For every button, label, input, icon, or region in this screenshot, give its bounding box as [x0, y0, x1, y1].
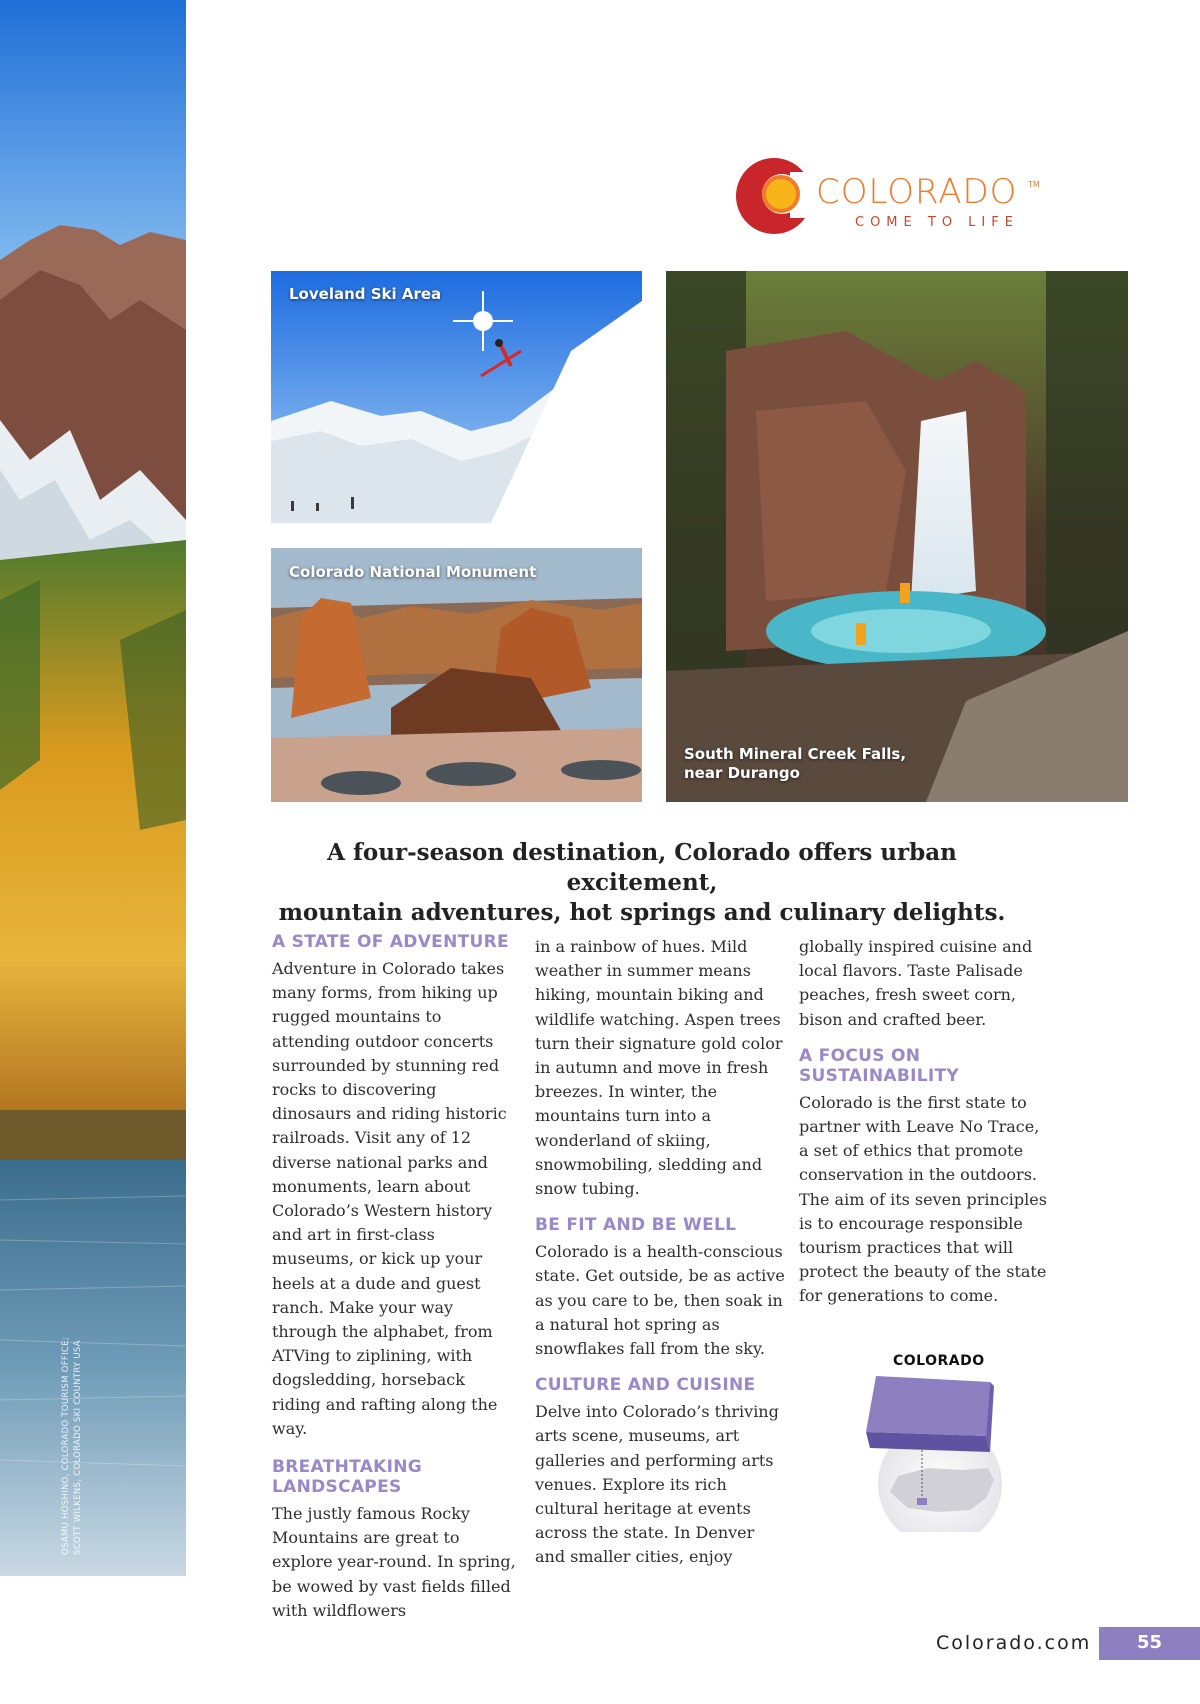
- ski-photo-caption: Loveland Ski Area: [289, 285, 442, 303]
- landscapes-heading-line-2: LANDSCAPES: [272, 1477, 402, 1498]
- ski-photo: [271, 271, 642, 523]
- section-heading-adventure: A STATE OF ADVENTURE: [272, 932, 509, 952]
- photo-credit-line-2: SCOTT WILKENS, COLORADO SKI COUNTRY USA: [73, 1340, 83, 1555]
- mountain-lake-photo: [0, 0, 186, 1576]
- monument-photo: [271, 548, 642, 802]
- column-2: [535, 935, 785, 1570]
- left-photo-strip: [0, 0, 186, 1576]
- canyon-image: [271, 548, 642, 802]
- section-body-landscapes-1: The justly famous Rocky Mountains are great to explore year-round. In spring, be wowed by vast fields filled with wildflowers: [272, 1504, 516, 1620]
- colorado-logo: [732, 156, 820, 236]
- page-number: 55: [1136, 1632, 1163, 1653]
- column-1: [272, 932, 518, 1623]
- photo-credit: [60, 1255, 84, 1555]
- section-body-sustainability: Colorado is the first state to partner with Leave No Trace, a set of ethics that promote conservation in the outdoors. The aim of its seven principles is to encourage responsible tourism practices that will protect the beauty of the state for generations to come.: [799, 1092, 1047, 1306]
- monument-photo-caption: Colorado National Monument: [289, 563, 537, 581]
- map-label: COLORADO: [893, 1353, 985, 1369]
- section-heading-culture: CULTURE AND CUISINE: [535, 1375, 756, 1396]
- section-body-adventure: Adventure in Colorado takes many forms, from hiking up rugged mountains to attending outdoor concerts surrounded by stunning red rocks to discovering dinosaurs and riding historic railroads. Visit any of 12 diverse national parks and monuments, learn about Colorado’s Western history and art in first-class museums, or kick up your heels at a dude and guest ranch. Make your way through the alphabet, from ATVing to ziplining, with dogsledding, horseback riding and rafting along the way.: [272, 959, 507, 1438]
- colorado-map-icon: [858, 1372, 1018, 1532]
- headline-line-1: A four-season destination, Colorado offers urban excitement,: [327, 839, 957, 896]
- photo-credit-line-1: OSAMU HOSHINO, COLORADO TOURISM OFFICE;: [61, 1337, 71, 1555]
- sustainability-heading-line-2: SUSTAINABILITY: [799, 1065, 959, 1086]
- column-3: [799, 935, 1047, 1309]
- falls-photo: [666, 271, 1128, 802]
- sustainability-heading-line-1: A FOCUS ON: [799, 1045, 921, 1066]
- headline-line-2: mountain adventures, hot springs and culinary delights.: [278, 899, 1006, 926]
- section-body-culture-1: Delve into Colorado’s thriving arts scene, museums, art galleries and performing arts venues. Explore its rich cultural heritage at events across the state. In Denver and smaller cities, enjoy: [535, 1402, 779, 1567]
- section-heading-fit: BE FIT AND BE WELL: [535, 1215, 737, 1236]
- section-body-landscapes-2: in a rainbow of hues. Mild weather in summer means hiking, mountain biking and wildlife watching. Aspen trees turn their signature gold color in autumn and move in fresh breezes. In winter, the mountains turn into a wonderland of skiing, snowmobiling, sledding and snow tubing.: [535, 937, 783, 1199]
- section-body-culture-2: globally inspired cuisine and local flavors. Taste Palisade peaches, fresh sweet corn, bison and crafted beer.: [799, 937, 1033, 1029]
- logo-wordmark: COLORADO: [816, 172, 1018, 212]
- falls-photo-caption: [684, 745, 906, 783]
- colorado-locator-map: [858, 1372, 1018, 1532]
- section-body-fit: Colorado is a health-conscious state. Get outside, be as active as you care to be, then soak in a natural hot spring as snowflakes fall from the sky.: [535, 1242, 785, 1359]
- section-heading-landscapes: [272, 1457, 518, 1497]
- page-headline: [262, 838, 1022, 928]
- footer-site-link[interactable]: Colorado.com: [936, 1632, 1092, 1654]
- section-heading-sustainability: [799, 1046, 1047, 1086]
- waterfall-image: [666, 271, 1128, 802]
- skier-image: [271, 271, 642, 523]
- logo-trademark: TM: [1028, 180, 1040, 189]
- logo-tagline: COME TO LIFE: [855, 215, 1019, 230]
- falls-caption-line-1: South Mineral Creek Falls,: [684, 745, 907, 763]
- landscapes-heading-line-1: BREATHTAKING: [272, 1457, 423, 1478]
- falls-caption-line-2: near Durango: [684, 764, 800, 782]
- colorado-c-logo-icon: [732, 156, 820, 236]
